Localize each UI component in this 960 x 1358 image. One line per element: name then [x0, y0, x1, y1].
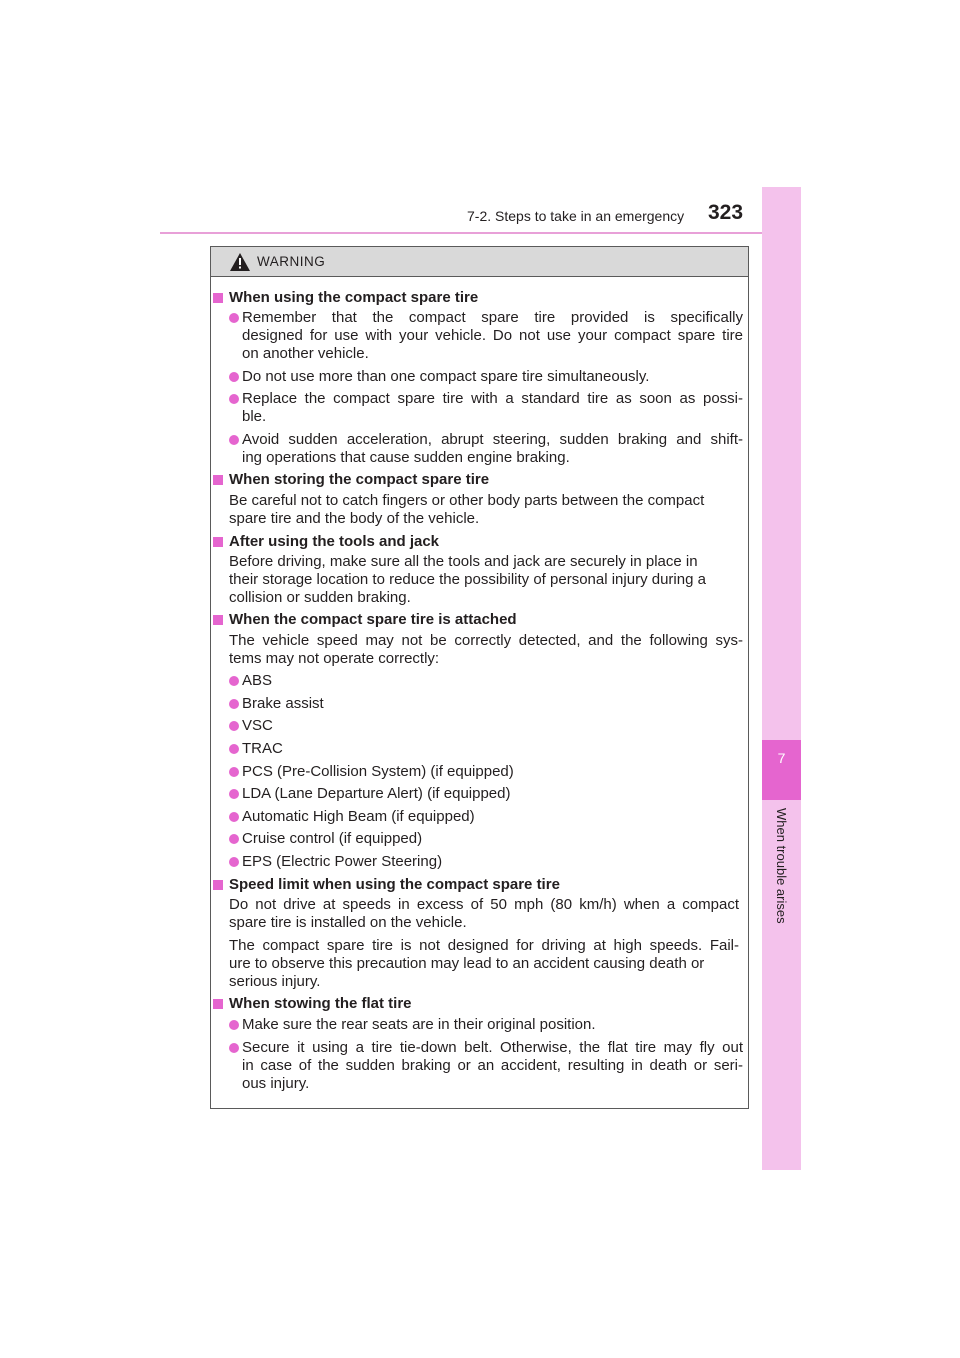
list-item: Brake assist	[242, 695, 324, 712]
paragraph-text: Before driving, make sure all the tools and jack are securely in place in	[229, 553, 698, 570]
bullet-text: Secure it using a tire tie-down belt. Otherwise, the flat tire may fly out	[242, 1039, 743, 1056]
header-rule	[160, 232, 800, 234]
list-item: Cruise control (if equipped)	[242, 830, 423, 847]
heading-bullet-icon	[213, 475, 223, 485]
heading-bullet-icon	[213, 615, 223, 625]
bullet-icon	[229, 699, 239, 709]
bullet-icon	[229, 676, 239, 686]
bullet-icon	[229, 744, 239, 754]
section-title: 7-2. Steps to take in an emergency	[467, 208, 685, 224]
bullet-icon	[229, 767, 239, 777]
paragraph-text: ure to observe this precaution may lead to an accident causing death or	[229, 955, 705, 972]
bullet-text: on another vehicle.	[242, 345, 369, 362]
bullet-icon	[229, 313, 239, 323]
bullet-text: ble.	[242, 408, 267, 425]
bullet-icon	[229, 1020, 239, 1030]
bullet-text: in case of the sudden braking or an accident, resulting in death or seri-	[242, 1057, 743, 1074]
paragraph-text: spare tire and the body of the vehicle.	[229, 510, 480, 527]
bullet-icon	[229, 372, 239, 382]
page-number: 323	[708, 201, 744, 224]
bullet-icon	[229, 394, 239, 404]
list-item: TRAC	[242, 740, 283, 757]
paragraph-text: The vehicle speed may not be correctly detected, and the following sys-	[229, 632, 743, 649]
bullet-text: Do not use more than one compact spare tire simultaneously.	[242, 368, 650, 385]
bullet-text: Remember that the compact spare tire provided is specifically	[242, 309, 743, 326]
warning-icon	[230, 253, 250, 271]
bullet-text: Make sure the rear seats are in their original position.	[242, 1016, 596, 1033]
bullet-icon	[229, 857, 239, 867]
list-item: PCS (Pre-Collision System) (if equipped)	[242, 763, 514, 780]
warning-header	[211, 247, 748, 277]
heading-bullet-icon	[213, 537, 223, 547]
paragraph-text: Do not drive at speeds in excess of 50 mph (80 km/h) when a compact	[229, 896, 739, 913]
paragraph-text: Be careful not to catch fingers or other body parts between the compact	[229, 492, 705, 509]
list-item: EPS (Electric Power Steering)	[242, 853, 443, 870]
list-item: LDA (Lane Departure Alert) (if equipped)	[242, 785, 511, 802]
paragraph-text: The compact spare tire is not designed for driving at high speeds. Fail-	[229, 937, 739, 954]
list-item: Automatic High Beam (if equipped)	[242, 808, 475, 825]
bullet-text: designed for use with your vehicle. Do not use your compact spare tire	[242, 327, 743, 344]
heading-bullet-icon	[213, 880, 223, 890]
heading-bullet-icon	[213, 293, 223, 303]
heading-bullet-icon	[213, 999, 223, 1009]
list-item: ABS	[242, 672, 273, 689]
side-tab-strip	[762, 187, 801, 1170]
paragraph-text: their storage location to reduce the possibility of personal injury during a	[229, 571, 706, 588]
section-heading: When stowing the flat tire	[229, 995, 412, 1012]
bullet-icon	[229, 834, 239, 844]
bullet-icon	[229, 435, 239, 445]
bullet-icon	[229, 721, 239, 731]
bullet-text: ous injury.	[242, 1075, 310, 1092]
section-heading: When the compact spare tire is attached	[229, 611, 517, 628]
bullet-icon	[229, 812, 239, 822]
chapter-number: 7	[777, 750, 786, 766]
chapter-tab	[762, 740, 801, 800]
paragraph-text: spare tire is installed on the vehicle.	[229, 914, 467, 931]
section-heading: After using the tools and jack	[229, 533, 440, 550]
bullet-icon	[229, 1043, 239, 1053]
section-heading: When using the compact spare tire	[229, 289, 479, 306]
bullet-icon	[229, 789, 239, 799]
paragraph-text: serious injury.	[229, 973, 321, 990]
bullet-text: Avoid sudden acceleration, abrupt steering, sudden braking and shift-	[242, 431, 743, 448]
section-heading: Speed limit when using the compact spare tire	[229, 876, 560, 893]
bullet-text: Replace the compact spare tire with a standard tire as soon as possi-	[242, 390, 743, 407]
chapter-label: When trouble arises	[773, 808, 789, 924]
section-heading: When storing the compact spare tire	[229, 471, 490, 488]
list-item: VSC	[242, 717, 273, 734]
paragraph-text: collision or sudden braking.	[229, 589, 411, 606]
warning-title: WARNING	[257, 254, 326, 269]
paragraph-text: tems may not operate correctly:	[229, 650, 440, 667]
chapter-label-tab	[762, 800, 801, 950]
bullet-text: ing operations that cause sudden engine braking.	[242, 449, 570, 466]
